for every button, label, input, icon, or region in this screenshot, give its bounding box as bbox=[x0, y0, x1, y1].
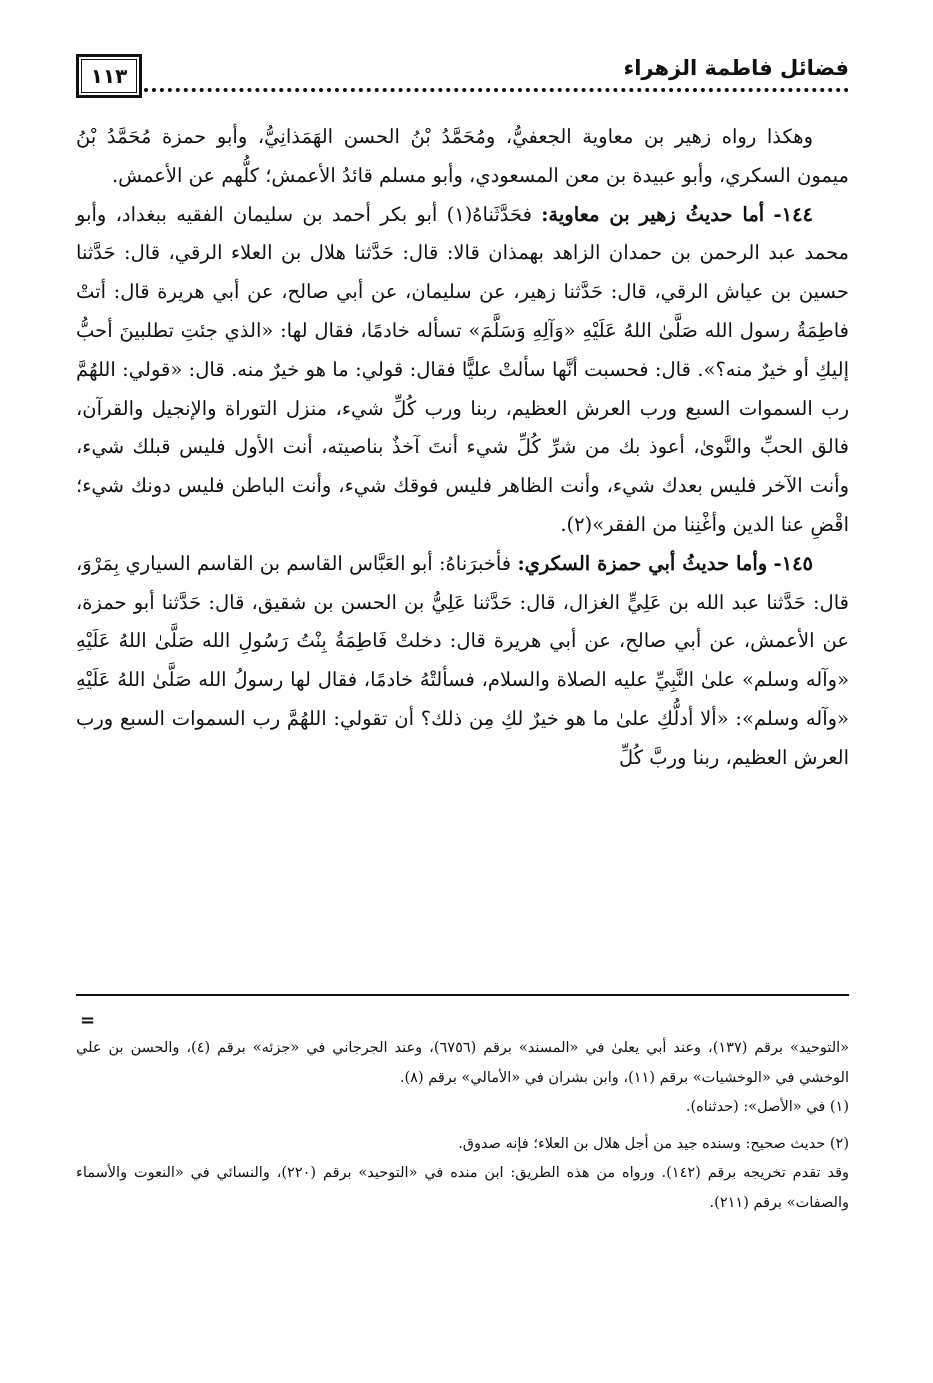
main-text bbox=[76, 118, 849, 778]
hadith-number: ١٤٥- bbox=[773, 551, 814, 575]
footnote-2-continued: وقد تقدم تخريجه برقم (١٤٢). ورواه من هذه الطريق: ابن منده في «التوحيد» برقم (٢٢٠)، والنسائي في «النعوت والأسماء والصفات» برقم (٢١١). bbox=[76, 1165, 849, 1211]
hadith-number: ١٤٤- bbox=[773, 202, 814, 226]
footnote-carryover: «التوحيد» برقم (١٣٧)، وعند أبي يعلىٰ في «المسند» برقم (٦٧٥٦)، وعند الجرجاني في «جزئه» برقم (٤)، والحسن بن علي الوخشي في «الوخشيات» برقم (١١)، وابن بشران في «الأمالي» برقم (٨). bbox=[76, 1040, 850, 1086]
footnote-2: (٢) حديث صحيح: وسنده جيد من أجل هلال بن العلاء؛ فإنه صدوق. bbox=[458, 1135, 849, 1152]
hadith-lead: وأما حديثُ أبي حمزة السكري: bbox=[517, 551, 768, 575]
footnotes bbox=[76, 1034, 849, 1225]
paragraph-text: فأخبرَناهُ: أبو العَبَّاس القاسم بن القاسم السياري بِمَرْوَ، قال: حَدَّثنا عبد الله بن عَلِيٍّ الغزال، قال: حَدَّثنا عَلِيُّ بن الحسن بن شقيق، قال: حَدَّثنا أبو حمزة، عن الأعمش، عن أبي صالح، عن أبي هريرة قال: دخلتْ فَاطِمَةُ بِنْتُ رَسُولِ الله صَلَّىٰ اللهُ عَلَيْهِ «وآله وسلم» علىٰ النَّبِيِّ عليه الصلاة والسلام، فسألتْهُ خادمًا، فقال لها رسولُ الله صَلَّىٰ اللهُ عَلَيْهِ «وآله وسلم»: «ألا أدلُّكِ علىٰ ما هو خيرٌ لكِ مِن ذلك؟ أن تقولي: اللهُمَّ رب السموات السبع ورب العرش العظيم، ربنا وربَّ كُلِّ bbox=[76, 551, 849, 769]
continuation-mark: = bbox=[80, 1010, 96, 1031]
paragraph-text: وهكذا رواه زهير بن معاوية الجعفيُّ، ومُحَمَّدُ بْنُ الحسن الهَمَذانِيُّ، وأبو حمزة مُحَمَّدُ بْنُ ميمون السكري، وأبو عبيدة بن معن المسعودي، وأبو مسلم قائدُ الأعمش؛ كلُّهم عن الأعمش. bbox=[76, 125, 849, 187]
footnote-separator bbox=[76, 994, 849, 996]
page-number: ١١٣ bbox=[76, 54, 142, 98]
running-title: فضائل فاطمة الزهراء bbox=[623, 56, 849, 80]
footnote-1: (١) في «الأصل»: (حدثناه). bbox=[685, 1099, 849, 1115]
paragraph-144 bbox=[76, 196, 849, 545]
paragraph-145 bbox=[76, 545, 849, 778]
page-header bbox=[76, 52, 849, 102]
header-dotted-rule bbox=[144, 88, 849, 92]
paragraph-intro bbox=[76, 118, 849, 196]
hadith-lead: أما حديثُ زهير بن معاوية: bbox=[541, 202, 765, 226]
paragraph-text: فحَدَّثَناهُ(١) أبو بكر أحمد بن سليمان الفقيه ببغداد، وأبو محمد عبد الرحمن بن حمدان الزاهد بهمذان قالا: قال: حَدَّثنا هلال بن العلاء الرقي، قال: حَدَّثنا حسين بن عياش الرقي، قال: حَدَّثنا زهير، عن سليمان، عن أبي صالح، عن أبي هريرة قال: أتتْ فاطِمَةُ رسول الله صَلَّىٰ اللهُ عَلَيْهِ «وَآلِهِ وَسَلَّمَ» تسأله خادمًا، فقال لها: «الذي جئتِ تطلبينَ أحبُّ إليكِ أو خيرٌ منه؟». قال: فحسبت أنَّها سألتْ عليًّا فقال: قولي: ما هو خيرٌ منه. قال: «قولي: اللهُمَّ رب السموات السبع ورب العرش العظيم، ربنا ورب كُلِّ شيء، منزل التوراة والإنجيل والقرآن، فالق الحبِّ والنَّوىٰ، أعوذ بك من شرِّ كُلِّ شيء أنتَ آخذٌ بناصيته، أنت الأول فليس قبلك شيء، وأنت الآخر فليس بعدك شيء، وأنت الظاهر فليس فوقك شيء، وأنت الباطن فليس دونك شيء؛ اقْضِ عنا الدين وأغْنِنا من الفقر»(٢). bbox=[76, 202, 849, 536]
